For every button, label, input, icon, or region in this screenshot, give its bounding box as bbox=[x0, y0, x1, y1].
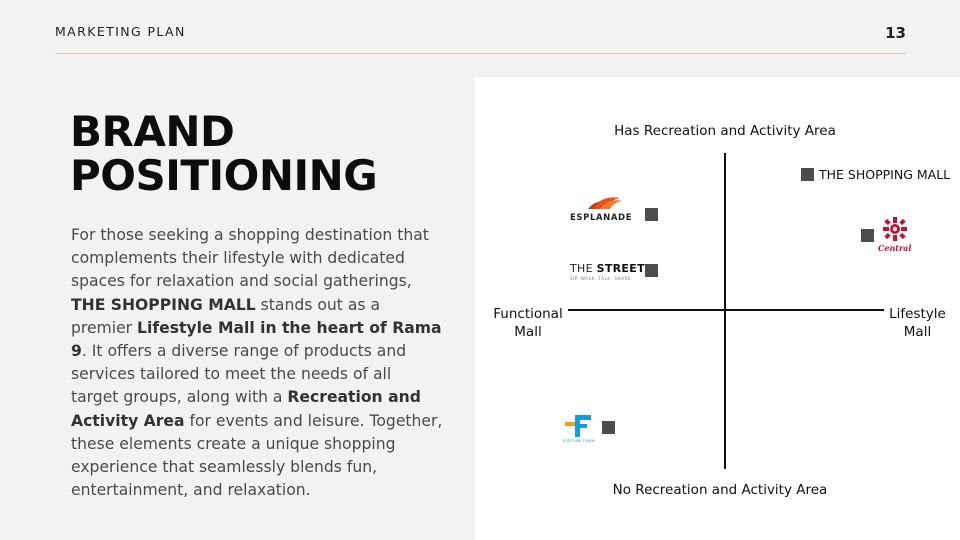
description-bold-3: Recreation and Activity Area bbox=[71, 388, 421, 430]
description-bold-1: THE SHOPPING MALL bbox=[71, 295, 256, 314]
fortune-town-marker bbox=[602, 421, 615, 434]
page-title bbox=[70, 107, 378, 200]
legend bbox=[801, 167, 950, 182]
axis-label-right-line1: Lifestyle bbox=[889, 306, 946, 322]
axis-label-right bbox=[880, 305, 955, 341]
axis-label-bottom: No Recreation and Activity Area bbox=[612, 482, 828, 498]
the-street-tagline: SIP. WALK. TALK. SHARE. bbox=[570, 276, 633, 281]
description-text-2: stands out as a premier bbox=[71, 295, 381, 337]
page-number: 13 bbox=[885, 24, 906, 42]
fortune-town-wordmark: FORTUNE TOWN bbox=[563, 439, 595, 443]
the-street-wordmark-prefix: THE bbox=[570, 262, 597, 275]
fortune-town-f-icon bbox=[563, 413, 599, 439]
description-text-3: . It offers a diverse range of products and services tailored to meet the needs of all target groups, along with a bbox=[71, 342, 407, 407]
axis-label-left bbox=[483, 305, 573, 341]
esplanade-marker bbox=[645, 208, 658, 221]
legend-marker bbox=[801, 168, 814, 181]
the-street-wordmark-bold: STREET bbox=[596, 262, 645, 275]
description-paragraph bbox=[71, 224, 443, 502]
vertical-axis bbox=[724, 153, 726, 469]
description-text-1: For those seeking a shopping destination that complements their lifestyle with dedicated spaces for relaxation and social gatherings, bbox=[71, 226, 429, 291]
description-bold-2: Lifestyle Mall in the heart of Rama 9 bbox=[71, 318, 442, 361]
axis-label-right-line2: Mall bbox=[903, 324, 932, 340]
esplanade-swoosh-icon bbox=[570, 195, 640, 215]
esplanade-logo bbox=[570, 195, 640, 223]
axis-label-left-line2: Mall bbox=[514, 324, 542, 340]
central-wordmark: Central bbox=[878, 243, 912, 253]
description-text-4: for events and leisure. Together, these elements create a unique shopping experience that seamlessly blends fun, entertainment, and relaxation. bbox=[71, 411, 443, 500]
axis-label-left-line1: Functional bbox=[493, 306, 563, 322]
central-marker bbox=[861, 229, 874, 242]
central-emblem-icon bbox=[880, 217, 910, 243]
header-divider bbox=[55, 53, 906, 54]
horizontal-axis bbox=[568, 309, 884, 311]
legend-label: THE SHOPPING MALL bbox=[819, 167, 951, 182]
header-label: MARKETING PLAN bbox=[55, 24, 186, 39]
title-line-1: BRAND bbox=[70, 107, 235, 156]
title-line-2: POSITIONING bbox=[70, 151, 378, 200]
central-logo bbox=[876, 217, 912, 255]
the-street-wordmark bbox=[570, 262, 645, 275]
the-street-logo bbox=[570, 262, 645, 284]
esplanade-wordmark: ESPLANADE bbox=[570, 213, 633, 223]
positioning-map-panel bbox=[475, 77, 960, 540]
fortune-town-logo bbox=[563, 413, 603, 449]
the-street-marker bbox=[645, 264, 658, 277]
axis-label-top: Has Recreation and Activity Area bbox=[614, 123, 836, 139]
